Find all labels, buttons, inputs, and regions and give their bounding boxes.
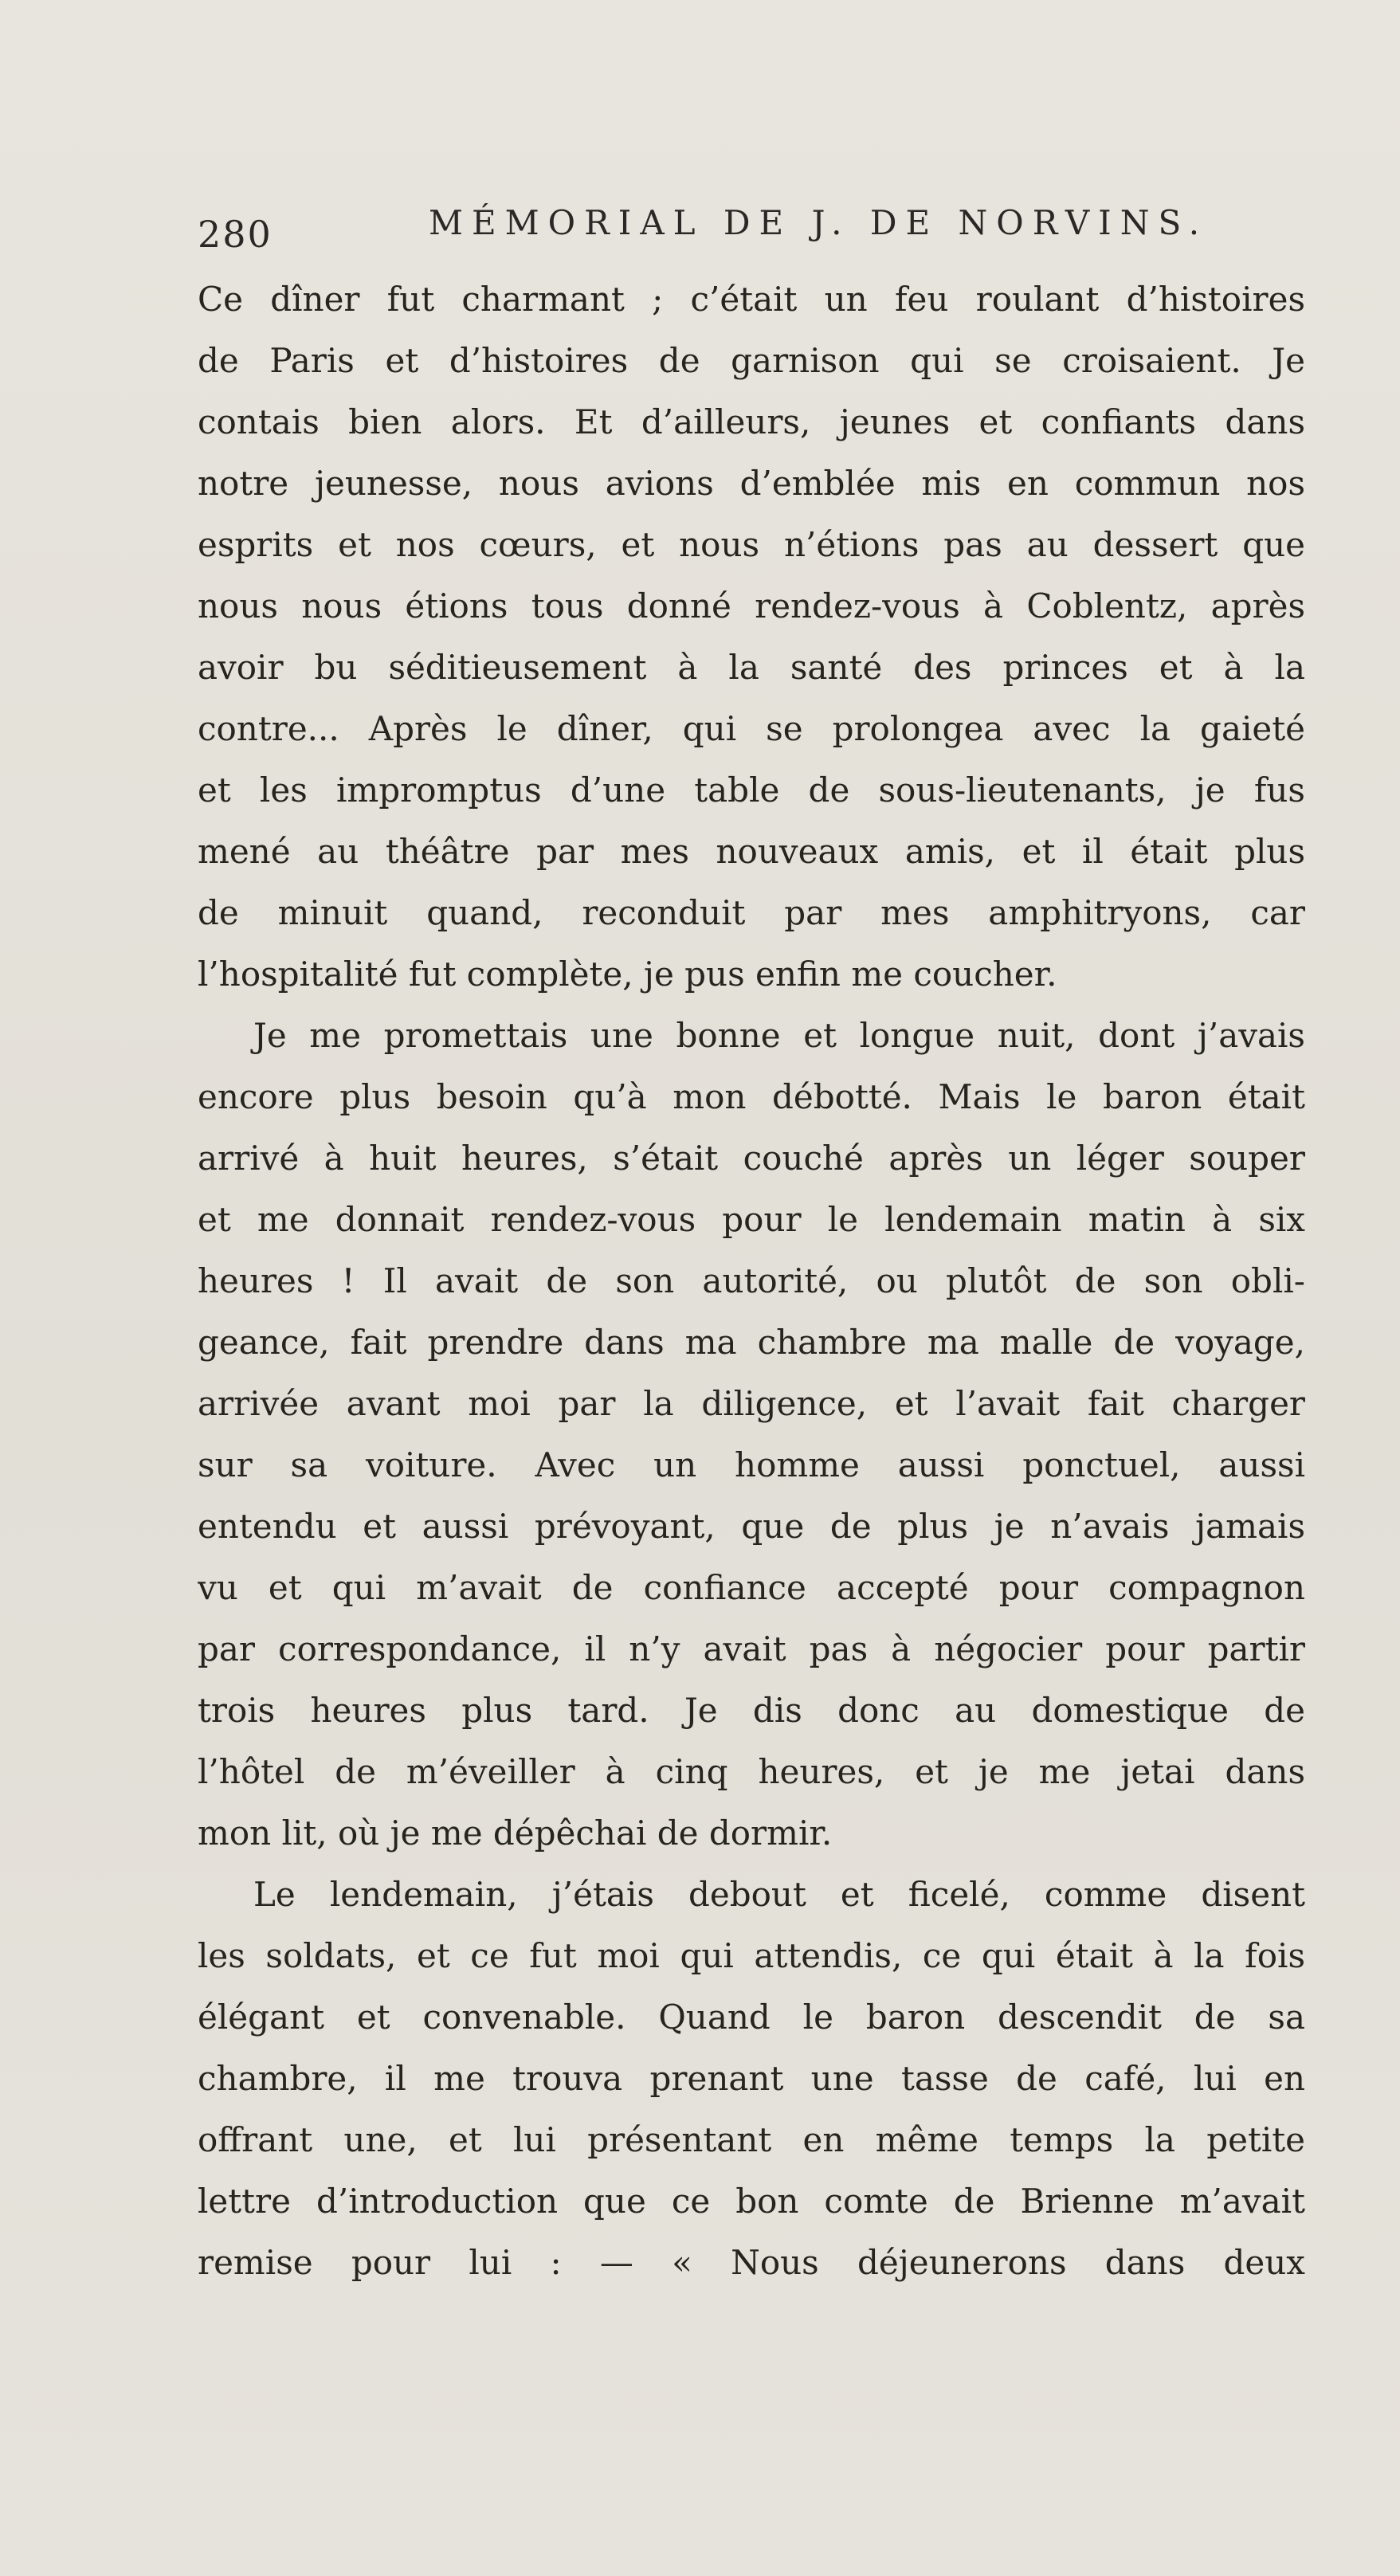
body-text [198,269,1305,2293]
text-line: et les impromptus d’une table de sous-lieutenants, je fus [198,770,1305,810]
text-line: geance, fait prendre dans ma chambre ma malle de voyage, [198,1323,1305,1362]
text-line: les soldats, et ce fut moi qui attendis, ce qui était à la fois [198,1936,1305,1975]
text-line: esprits et nos cœurs, et nous n’étions pas au dessert que [198,525,1305,564]
text-line: entendu et aussi prévoyant, que de plus je n’avais jamais [198,1507,1305,1546]
text-line: trois heures plus tard. Je dis donc au domestique de [198,1691,1305,1730]
text-line: arrivée avant moi par la diligence, et l’avait fait charger [198,1384,1305,1423]
text-line: l’hospitalité fut complète, je pus enfin me coucher. [198,955,1057,994]
text-line: Ce dîner fut charmant ; c’était un feu roulant d’histoires [198,280,1305,319]
paragraph-3 [198,1864,1305,2293]
text-line: remise pour lui : — « Nous déjeunerons dans deux [198,2243,1305,2282]
text-line: l’hôtel de m’éveiller à cinq heures, et je me jetai dans [198,1752,1305,1791]
text-line: vu et qui m’avait de confiance accepté pour compagnon [198,1568,1305,1607]
text-line: nous nous étions tous donné rendez-vous à Coblentz, après [198,586,1305,625]
text-line: par correspondance, il n’y avait pas à négocier pour partir [198,1629,1305,1668]
text-line: mon lit, où je me dépêchai de dormir. [198,1813,833,1853]
page-number: 280 [198,213,273,256]
text-line: sur sa voiture. Avec un homme aussi ponctuel, aussi [198,1445,1305,1484]
text-line: Le lendemain, j’étais debout et ficelé, comme disent [253,1875,1305,1914]
text-line: contais bien alors. Et d’ailleurs, jeunes et confiants dans [198,402,1305,441]
text-line: mené au théâtre par mes nouveaux amis, et il était plus [198,832,1305,871]
text-line: élégant et convenable. Quand le baron descendit de sa [198,1998,1305,2037]
text-line: de minuit quand, reconduit par mes amphitryons, car [198,893,1305,932]
text-line: encore plus besoin qu’à mon débotté. Mais le baron était [198,1077,1305,1116]
running-header [198,203,1305,256]
text-line: notre jeunesse, nous avions d’emblée mis en commun nos [198,464,1305,503]
text-line: heures ! Il avait de son autorité, ou plutôt de son obli- [198,1261,1305,1300]
running-title: MÉMORIAL DE J. DE NORVINS. [429,203,1209,242]
paragraph-2 [198,1005,1305,1864]
text-line: avoir bu séditieusement à la santé des princes et à la [198,648,1305,687]
text-line: chambre, il me trouva prenant une tasse de café, lui en [198,2059,1305,2098]
text-line: contre... Après le dîner, qui se prolongea avec la gaieté [198,709,1305,748]
text-line: Je me promettais une bonne et longue nuit, dont j’avais [253,1016,1305,1055]
text-line: lettre d’introduction que ce bon comte de Brienne m’avait [198,2182,1305,2221]
paragraph-1 [198,269,1305,1005]
text-line: de Paris et d’histoires de garnison qui se croisaient. Je [198,341,1305,380]
text-line: arrivé à huit heures, s’était couché après un léger souper [198,1139,1305,1178]
text-line: et me donnait rendez-vous pour le lendemain matin à six [198,1200,1305,1239]
text-line: offrant une, et lui présentant en même temps la petite [198,2120,1305,2159]
